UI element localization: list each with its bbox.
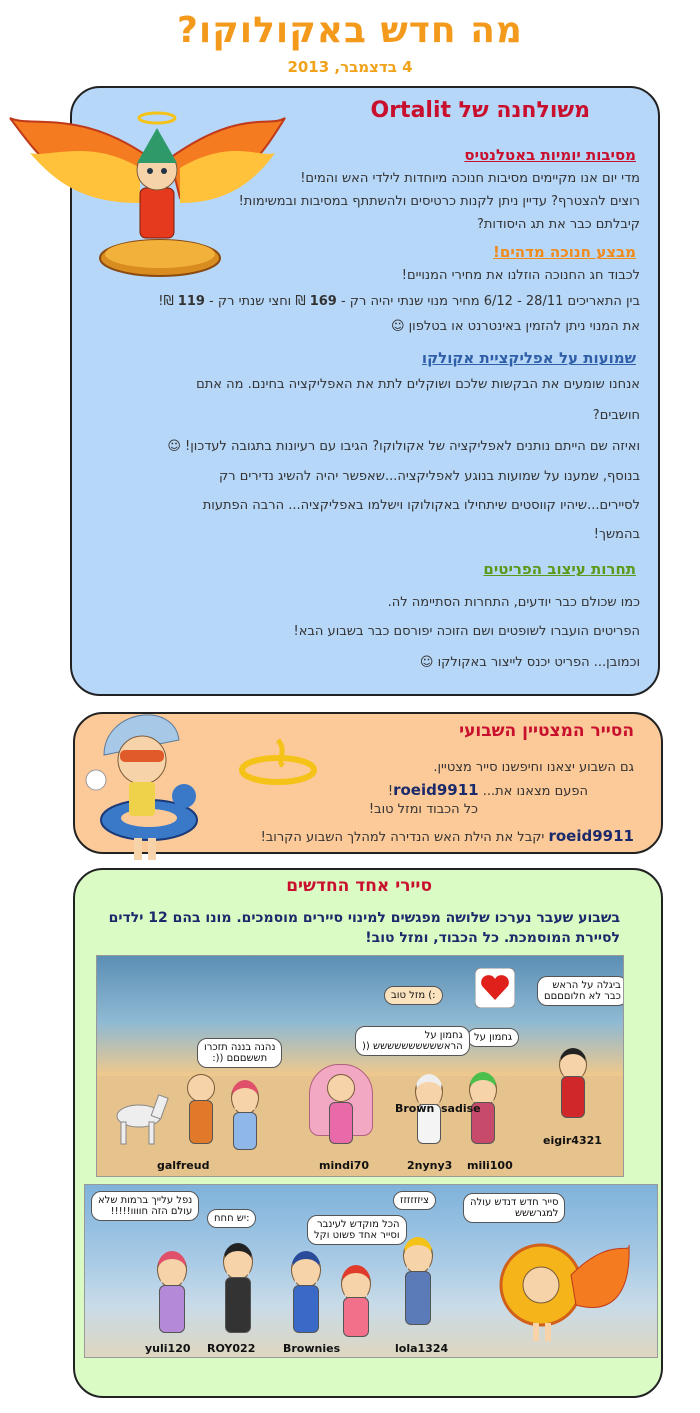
new-rangers-title: סיירי אחד החדשים <box>286 876 432 896</box>
heart-icon <box>475 968 515 1008</box>
ceremony-screenshot-1 <box>96 955 624 1177</box>
contest-line: כמו שכולם כבר יודעים, התחרות הסתיימה לה. <box>387 595 640 610</box>
weekly-ranger-found <box>388 781 588 799</box>
avatar-body <box>561 1076 585 1118</box>
username: Brown <box>395 1102 435 1115</box>
parties-heading[interactable]: מסיבות יומיות באטלנטיס <box>464 146 636 164</box>
bubble-line: עולם הזה חוווו!!!!! <box>110 1206 193 1217</box>
username: eigir4321 <box>543 1134 602 1147</box>
speech-bubble <box>307 1215 407 1245</box>
bubble-line: כבר לא חלוםםםם <box>544 991 621 1002</box>
weekly-ranger-line: גם השבוע יצאנו וחיפשנו סייר מצטיין. <box>433 760 634 775</box>
rumors-heading[interactable]: שמועות על אפליקציית אקולקו <box>421 349 636 367</box>
parties-line: מדי יום אנו מקיימים מסיבות חנוכה מיוחדות לילדי האש והמים! <box>300 171 640 186</box>
speech-bubble <box>91 1191 199 1221</box>
avatar <box>327 1074 355 1102</box>
weekly-ranger-prize <box>261 827 634 845</box>
rumors-line: ואיזה שם הייתם נותנים לאפליקציה של אקולוקו? הגיבו עם רעיונות בתגובה לעדכון! ☺ <box>167 439 640 454</box>
found-text: ! <box>387 784 394 799</box>
offer-line: לכבוד חג החנוכה הוזלנו את מחירי המנויים! <box>401 268 640 283</box>
avatar <box>157 1251 187 1288</box>
rumors-line: אנחנו שומעים את הבקשות שלכם ושוקלים לתת את האפליקציה בחינם. מה אתם <box>196 377 640 392</box>
parties-line: קיבלתם כבר את תג היסודות? <box>476 217 640 232</box>
avatar-body <box>159 1285 185 1333</box>
bubble-line: תששםםם ((: <box>212 1053 268 1064</box>
offer-line: את המנוי ניתן להזמין באינטרנט או בטלפון ☺ <box>390 319 640 334</box>
section1-main-title: משולחנה של Ortalit <box>370 98 590 123</box>
avatar-body <box>225 1277 251 1333</box>
username: 2nyny3 <box>407 1159 453 1172</box>
yearly-price: 169 <box>309 294 337 309</box>
avatar-body <box>293 1285 319 1333</box>
bubble-line: גחמון על <box>424 1030 463 1041</box>
contest-line: הפריטים הועברו לשופטים ושם הזוכה יפורסם כבר בשבוע הבא! <box>293 624 640 639</box>
new-rangers-text: לסיירת המוסמכת. כל הכבוד, ומזל טוב! <box>365 930 620 946</box>
horse-icon <box>107 1086 177 1148</box>
offer-heading[interactable]: מבצע חנוכה מדהים! <box>493 243 636 261</box>
avatar-body <box>189 1100 213 1144</box>
rumors-line: בהמשך! <box>593 527 640 542</box>
bubble-line: ביגלה על הראש <box>552 980 621 991</box>
username: yuli120 <box>145 1342 191 1355</box>
bubble-line: הראשששששששששש (( <box>362 1041 463 1052</box>
speech-bubble <box>537 976 624 1006</box>
bubble-line: סייר חדש דנדש עולה <box>470 1197 559 1208</box>
offer-text: ₪! <box>158 294 178 309</box>
winner-name: roeid9911 <box>393 781 479 799</box>
weekly-ranger-line: כל הכבוד ומזל טוב! <box>368 802 478 817</box>
avatar <box>403 1237 433 1274</box>
half-year-price: 119 <box>177 294 205 309</box>
username: sadise <box>441 1102 481 1115</box>
avatar <box>231 1080 259 1115</box>
offer-price-line <box>158 294 640 309</box>
speech-bubble: ציזזזזזז <box>393 1191 436 1210</box>
contest-heading[interactable]: תחרות עיצוב הפריטים <box>483 560 636 578</box>
rumors-line: לסיירים...שיהיו קווסטים שיתחילו באקולוקו וישלמו באפליקציה... הרבה הפתעות <box>202 498 640 513</box>
bubble-line: נהנה בננה תזכרו <box>204 1042 276 1053</box>
parties-line: רוצים להצטרף? עדיין ניתן לקנות כרטיסים ולהשתתף במסיבות ובמשימות! <box>238 194 640 209</box>
avatar <box>187 1074 215 1102</box>
bubble-line: וסייר אחד פשוט וקל <box>314 1230 400 1241</box>
winner-name: roeid9911 <box>548 827 634 845</box>
speech-bubble: :) מזל טוב <box>384 986 443 1005</box>
offer-text: בין התאריכים 28/11 - 6/12 מחיר מנוי שנתי יהיה רק - <box>336 294 640 309</box>
speech-bubble: :יש חחח <box>207 1209 256 1228</box>
avatar-body <box>233 1112 257 1150</box>
found-text: הפעם מצאנו את... <box>478 784 588 799</box>
speech-bubble: גחמון על <box>467 1028 519 1047</box>
rumors-line: בנוסף, שמענו על שמועות בנוגע לאפליקציה...שאפשר יהיה להשיג נדירים רק <box>219 469 640 484</box>
prize-text: יקבל את הילת האש הנדירה למהלך השבוע הקרוב! <box>260 830 549 845</box>
avatar <box>291 1251 321 1288</box>
rumors-line: חושבים? <box>592 408 640 423</box>
speech-bubble <box>355 1026 470 1056</box>
username: lola1324 <box>395 1342 449 1355</box>
avatar-body <box>405 1271 431 1325</box>
page-title: מה חדש באקולוקו? <box>177 10 523 51</box>
avatar <box>223 1243 253 1280</box>
avatar-body <box>343 1297 369 1337</box>
bubble-line: נפל עלייך ברמות שלא <box>98 1195 193 1206</box>
phoenix-character-icon <box>0 78 290 303</box>
new-rangers-text: בשבוע שעבר נערכו שלושה מפגשים למינוי סיירים מוסמכים. מונו בהם 12 ילדים <box>108 910 620 926</box>
page-date: 4 בדצמבר, 2013 <box>287 58 413 76</box>
bubble-line: הכל מוקדש לעינבר <box>316 1219 400 1230</box>
contest-line: וכמובן... הפריט יכנס לייצור באקולקו ☺ <box>419 655 640 670</box>
offer-text: ₪ וחצי שנתי רק - <box>204 294 310 309</box>
speech-bubble <box>197 1038 282 1068</box>
username: mili100 <box>467 1159 513 1172</box>
kid-with-float-icon <box>84 700 214 865</box>
username: galfreud <box>157 1159 210 1172</box>
username: mindi70 <box>319 1159 370 1172</box>
username: Brownies <box>283 1342 341 1355</box>
username: ROY022 <box>207 1342 256 1355</box>
ceremony-screenshot-2 <box>84 1184 658 1358</box>
fire-creature-icon <box>481 1215 631 1345</box>
bubble-line: למגרששש <box>514 1208 559 1219</box>
avatar-body <box>329 1102 353 1144</box>
fire-halo-icon <box>238 732 318 792</box>
weekly-ranger-title: הסייר המצטיין השבועי <box>459 721 634 741</box>
